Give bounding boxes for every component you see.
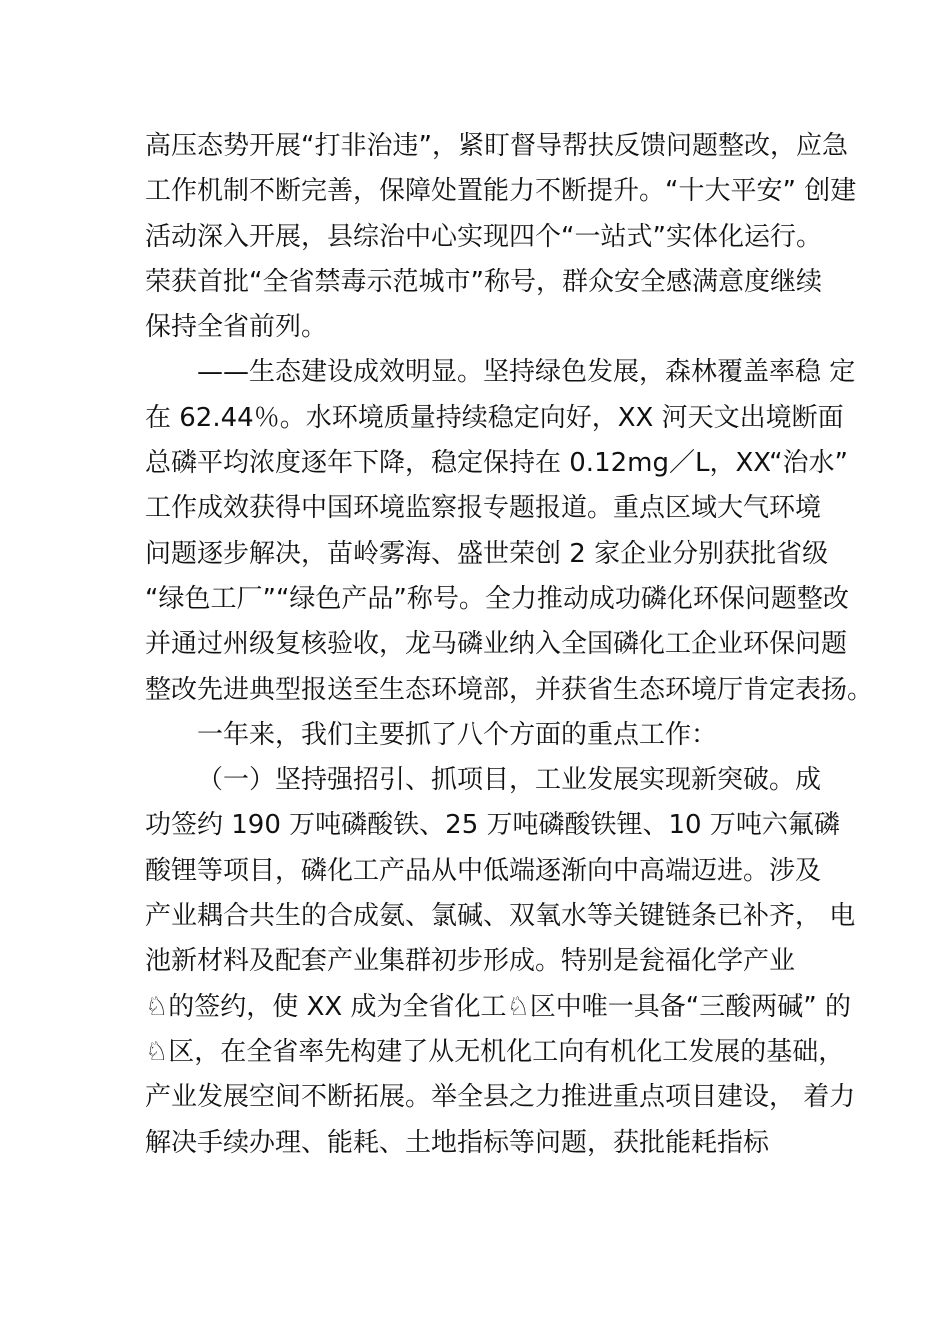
body-text [145, 124, 874, 1166]
text-line: 酸锂等项目，磷化工产品从中低端逐渐向中高端迈进。涉及 [145, 855, 822, 886]
text-line: 产业耦合共生的合成氨、氯碱、双氧水等关键链条已补齐， 电 [145, 901, 856, 932]
text-line: 活动深入开展，县综治中心实现四个“一站式”实体化运行。 [145, 221, 822, 252]
text-line: 荣获首批“全省禁毒示范城市”称号，群众安全感满意度继续 [145, 266, 822, 297]
text-line: 问题逐步解决，苗岭雾海、盛世荣创 2 家企业分别获批省级 [145, 538, 829, 569]
text-line: 工作机制不断完善，保障处置能力不断提升。“十大平安” 创建 [145, 176, 857, 207]
text-line: 一年来，我们主要抓了八个方面的重点工作： [197, 719, 718, 750]
text-line: 并通过州级复核验收，龙马磷业纳入全国磷化工企业环保问题 [145, 629, 848, 660]
text-line: 池新材料及配套产业集群初步形成。特别是瓮福化学产业 [145, 946, 796, 977]
text-line: 工作成效获得中国环境监察报专题报道。重点区域大气环境 [145, 493, 822, 524]
text-line: （一）坚持强招引、抓项目，工业发展实现新突破。成 [197, 765, 822, 796]
text-line: 高压态势开展“打非治违”，紧盯督导帮扶反馈问题整改，应急 [145, 131, 848, 161]
text-line: 总磷平均浓度逐年下降，稳定保持在 0.12mg／L，XX“治水” [145, 448, 849, 479]
text-line: “绿色工厂”“绿色产品”称号。全力推动成功磷化环保问题整改 [145, 583, 849, 614]
text-line: 在 62.44％。水环境质量持续稳定向好，XX 河天文出境断面 [145, 402, 844, 433]
text-line: 解决手续办理、能耗、土地指标等问题，获批能耗指标 [145, 1127, 770, 1158]
text-line: 产业发展空间不断拓展。举全县之力推进重点项目建设， 着力 [145, 1082, 856, 1113]
text-line: ——生态建设成效明显。坚持绿色发展，森林覆盖率稳 定 [197, 357, 856, 388]
text-line: ♘区，在全省率先构建了从无机化工向有机化工发展的基础， [145, 1036, 845, 1067]
text-line: 整改先进典型报送至生态环境部，并获省生态环境厅肯定表扬。 [145, 674, 874, 705]
text-line: 保持全省前列。 [145, 312, 328, 343]
text-line: ♘的签约，使 XX 成为全省化工♘区中唯一具备“三酸两碱” 的 [145, 991, 851, 1022]
text-line: 功签约 190 万吨磷酸铁、25 万吨磷酸铁锂、10 万吨六氟磷 [145, 810, 840, 841]
